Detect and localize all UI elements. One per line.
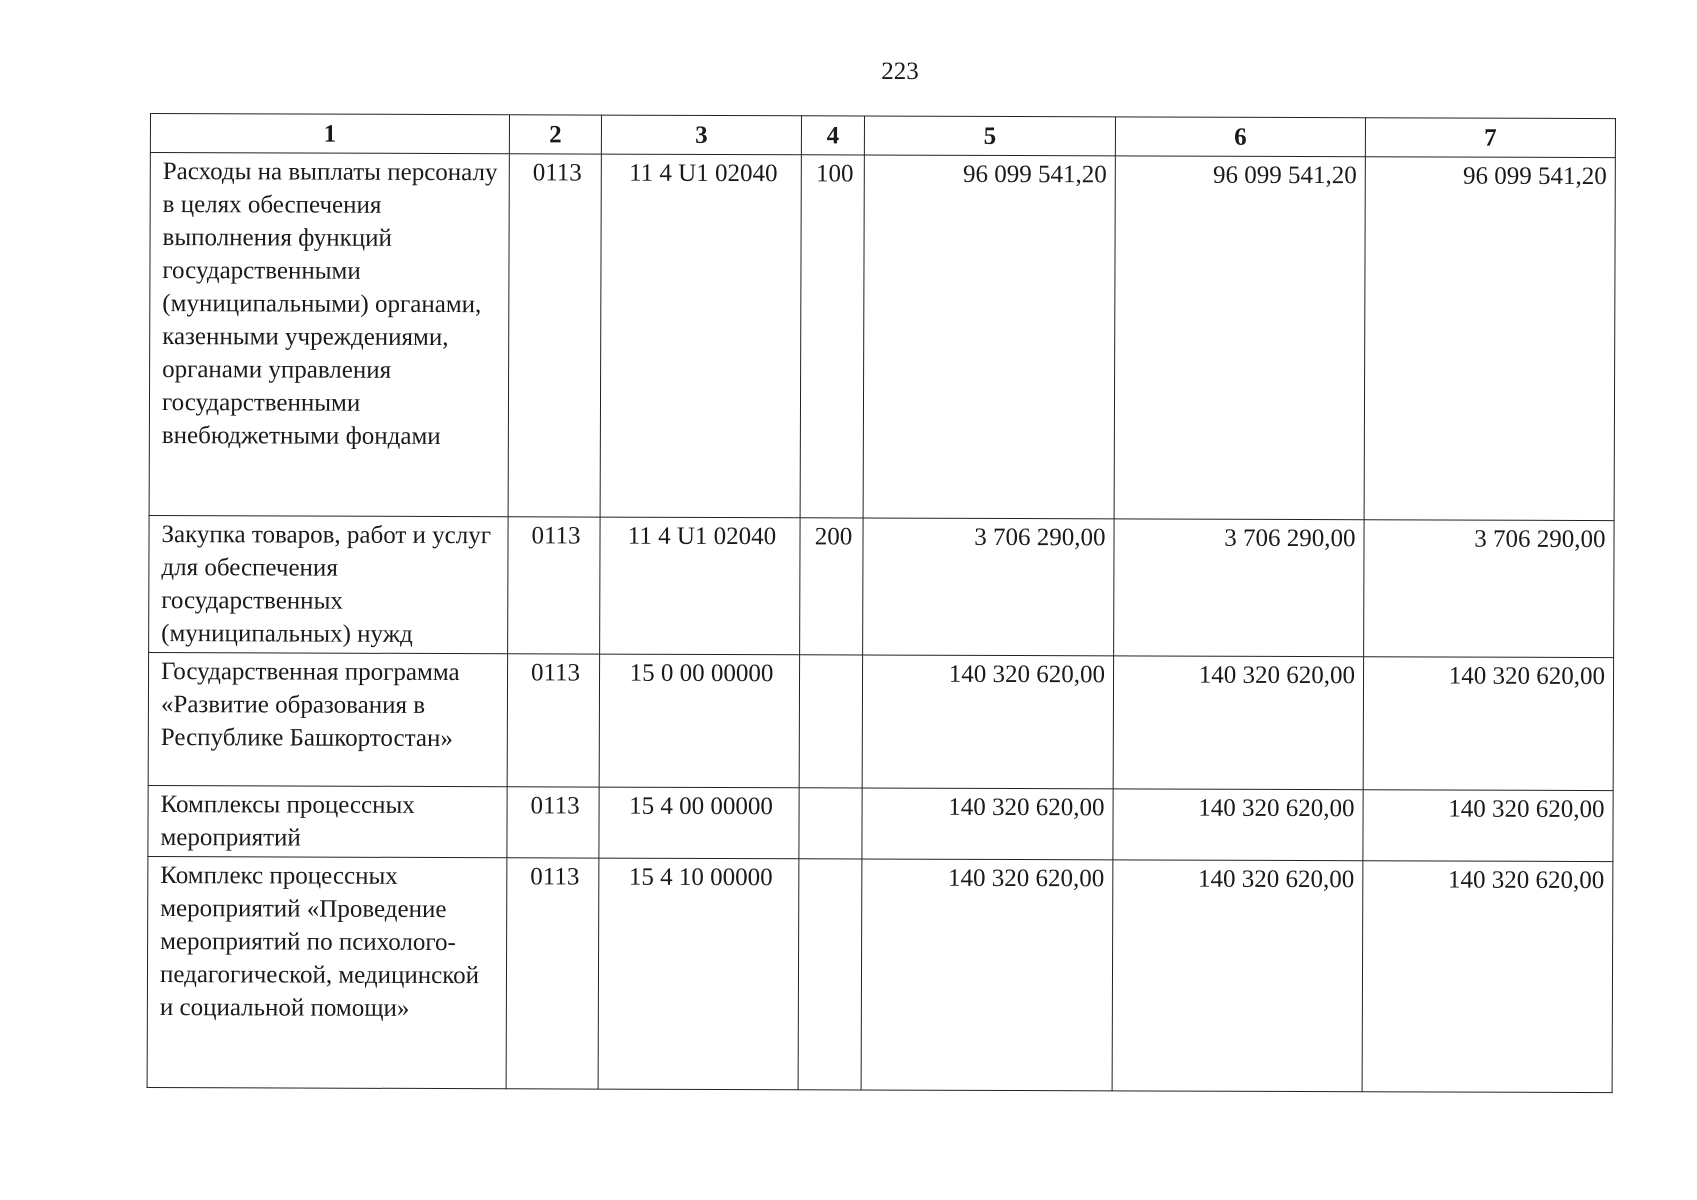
amount-col5-cell: 96 099 541,20 <box>863 155 1115 519</box>
amount-col6-cell: 96 099 541,20 <box>1114 156 1365 520</box>
target-article-cell: 15 0 00 00000 <box>599 654 799 788</box>
section-code-cell: 0113 <box>507 654 599 787</box>
column-header-6: 6 <box>1115 117 1365 157</box>
target-article-cell: 11 4 U1 02040 <box>600 154 801 518</box>
target-article-cell: 11 4 U1 02040 <box>600 517 800 655</box>
column-header-3: 3 <box>601 115 801 155</box>
page-number: 223 <box>881 58 919 85</box>
amount-col5-cell: 140 320 620,00 <box>862 788 1113 860</box>
expense-name-cell: Комплексы процессных мероприятий <box>148 785 507 857</box>
amount-col7-cell: 96 099 541,20 <box>1364 157 1615 521</box>
amount-col7-cell: 140 320 620,00 <box>1363 657 1613 791</box>
expense-name-cell: Закупка товаров, работ и услуг для обеспечения государственных (муниципальных) нужд <box>149 515 508 653</box>
amount-col6-cell: 140 320 620,00 <box>1113 656 1363 790</box>
column-header-7: 7 <box>1365 118 1615 158</box>
amount-col5-cell: 140 320 620,00 <box>862 655 1113 789</box>
column-header-4: 4 <box>801 116 864 155</box>
budget-table-container <box>147 113 1616 1093</box>
table-row <box>149 515 1614 657</box>
amount-col5-cell: 140 320 620,00 <box>861 859 1113 1091</box>
expense-type-cell <box>798 859 862 1090</box>
section-code-cell: 0113 <box>508 517 600 654</box>
target-article-cell: 15 4 10 00000 <box>598 858 799 1090</box>
column-header-2: 2 <box>509 115 601 154</box>
header-row <box>150 114 1615 158</box>
expense-name-cell: Комплекс процессных мероприятий «Проведение мероприятий по психолого-педагогической, медицинской и социальной помощи» <box>147 856 507 1088</box>
table-row <box>148 652 1613 790</box>
expense-name-cell: Расходы на выплаты персоналу в целях обеспечения выполнения функций государственными (муниципальными) органами, казенными учреждениями, органами управления государственными внебюджетными фондами <box>149 153 509 517</box>
amount-col6-cell: 3 706 290,00 <box>1114 519 1364 657</box>
section-code-cell: 0113 <box>508 154 601 517</box>
column-header-5: 5 <box>864 116 1115 156</box>
section-code-cell: 0113 <box>506 858 599 1089</box>
amount-col7-cell: 140 320 620,00 <box>1363 790 1613 862</box>
table-row <box>148 785 1613 861</box>
amount-col6-cell: 140 320 620,00 <box>1112 860 1363 1092</box>
section-code-cell: 0113 <box>507 787 599 858</box>
amount-col5-cell: 3 706 290,00 <box>863 518 1114 656</box>
expense-name-cell: Государственная программа «Развитие образования в Республике Башкортостан» <box>148 652 507 786</box>
expense-type-cell: 200 <box>800 518 863 655</box>
expense-type-cell <box>799 788 862 859</box>
column-header-1: 1 <box>150 114 509 154</box>
amount-col7-cell: 140 320 620,00 <box>1362 861 1613 1093</box>
table-row <box>149 153 1615 521</box>
budget-table <box>147 113 1616 1093</box>
expense-type-cell <box>799 655 862 788</box>
table-row <box>147 856 1613 1092</box>
amount-col6-cell: 140 320 620,00 <box>1113 789 1363 861</box>
expense-type-cell: 100 <box>800 155 864 518</box>
target-article-cell: 15 4 00 00000 <box>599 787 799 859</box>
amount-col7-cell: 3 706 290,00 <box>1364 520 1614 658</box>
